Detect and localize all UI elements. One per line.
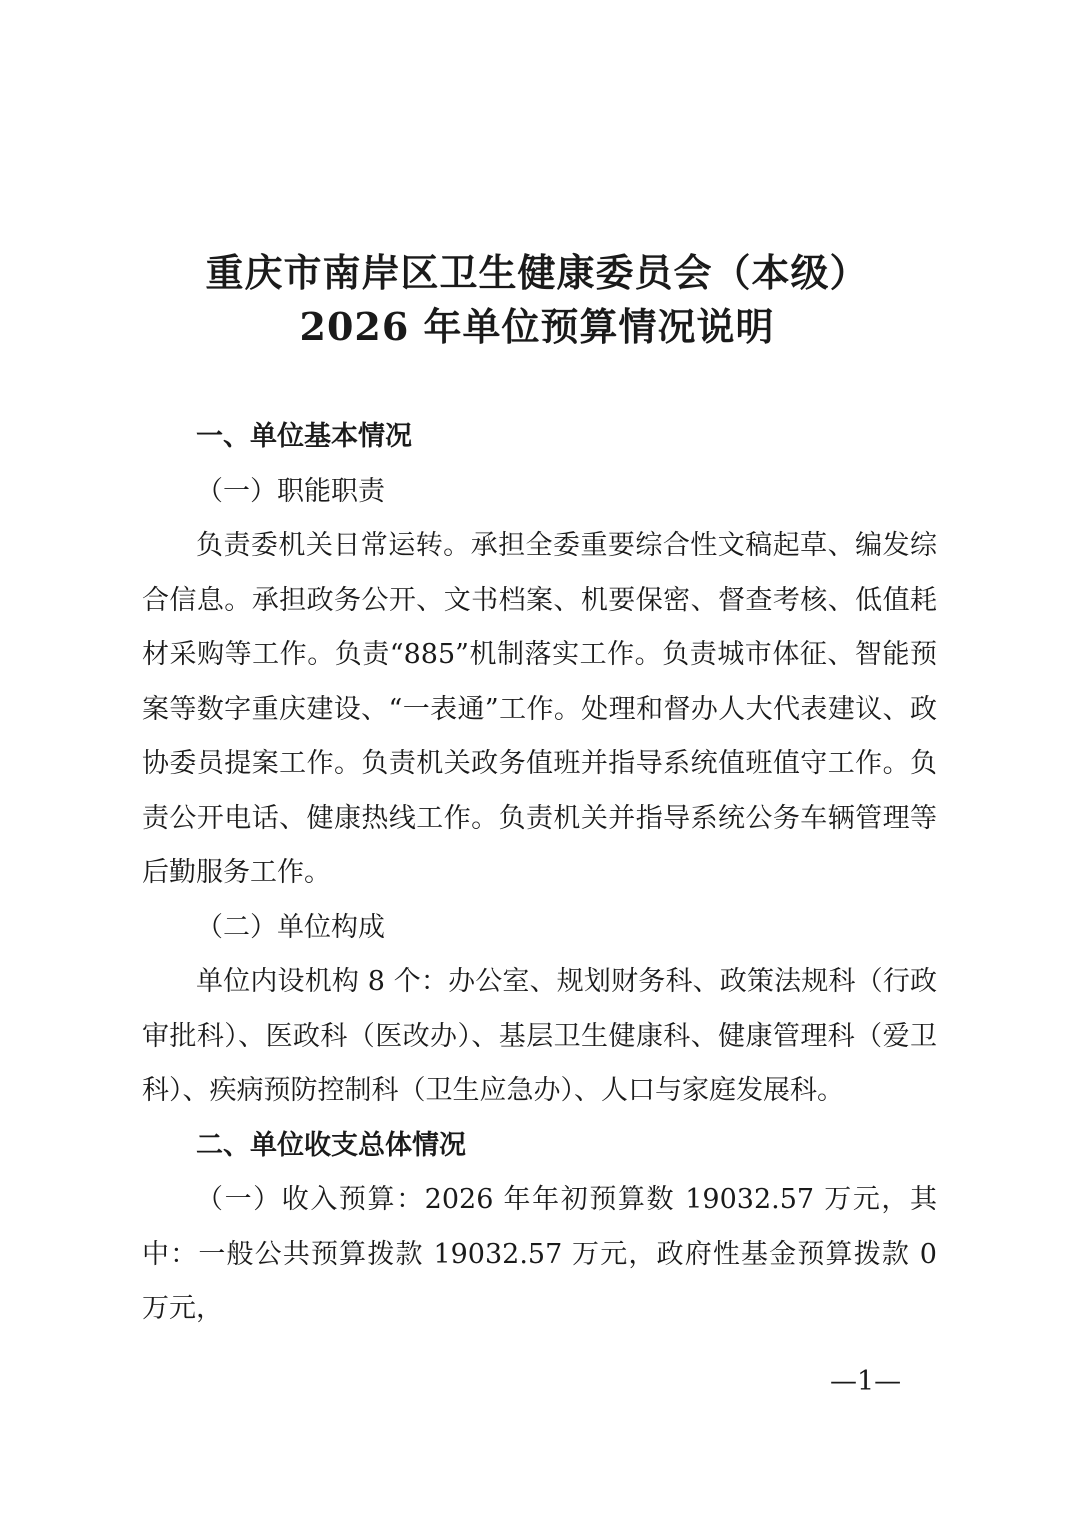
section-1-heading: 一、单位基本情况 [196,421,412,452]
section-1-2-body: 单位内设机构 8 个：办公室、规划财务科、政策法规科（行政审批科）、医政科（医改办）、基层卫生健康科、健康管理科（爱卫科）、疾病预防控制科（卫生应急办）、人口与家庭发展科。 [142,966,937,1106]
section-1-1-body: 负责委机关日常运转。承担全委重要综合性文稿起草、编发综合信息。承担政务公开、文书档案、机要保密、督查考核、低值耗材采购等工作。负责“885”机制落实工作。负责城市体征、智能预案等数字重庆建设、“一表通”工作。处理和督办人大代表建议、政协委员提案工作。负责机关政务值班并指导系统值班值守工作。负责公开电话、健康热线工作。负责机关并指导系统公务车辆管理等后勤服务工作。 [142,530,937,888]
section-1-2-heading: （二）单位构成 [196,911,385,943]
document-title-line1: 重庆市南岸区卫生健康委员会（本级） [205,250,869,295]
section-2-heading: 二、单位收支总体情况 [196,1129,466,1161]
document-body [142,410,937,1337]
page-number: —1— [830,1366,902,1397]
document-title-line2: 2026 年单位预算情况说明 [299,304,775,349]
section-1-1-heading: （一）职能职责 [196,475,385,507]
section-2-1-body: （一）收入预算：2026 年年初预算数 19032.57 万元，其中：一般公共预算拨款 19032.57 万元，政府性基金预算拨款 0 万元， [142,1184,937,1324]
